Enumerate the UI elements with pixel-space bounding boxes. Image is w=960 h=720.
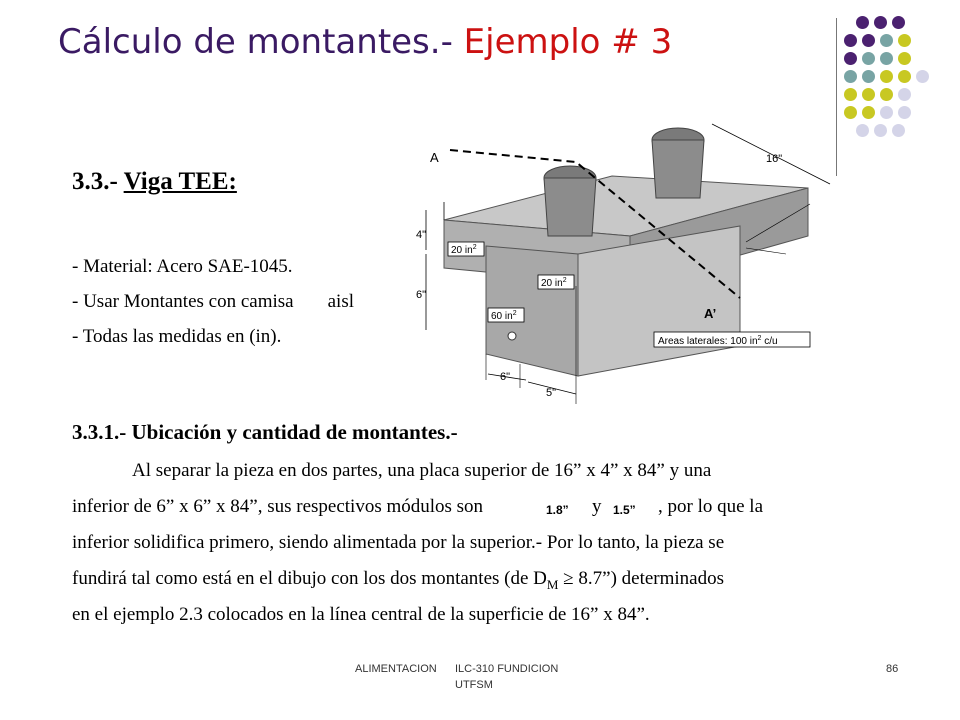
decor-dot	[880, 106, 893, 119]
decor-dot	[898, 34, 911, 47]
dim-5: 5"	[546, 387, 557, 399]
decor-dot	[862, 52, 875, 65]
label-a: A	[430, 150, 439, 165]
decor-dot	[892, 124, 905, 137]
area-20-right: 20 $in^2$	[541, 277, 567, 289]
decor-dot	[898, 70, 911, 83]
bullet-material: - Material: Acero SAE-1045.	[72, 256, 293, 277]
section-heading	[72, 168, 237, 196]
paragraph-line-2-conjunction: y	[592, 496, 602, 517]
decor-dot-grid	[838, 12, 958, 157]
title-main: Cálculo de montantes.-	[58, 22, 453, 62]
decor-dot	[844, 106, 857, 119]
bullet-montantes	[72, 291, 354, 313]
decor-dot	[880, 88, 893, 101]
decor-dot	[892, 16, 905, 29]
page-number: 86	[886, 663, 899, 675]
decor-dot	[874, 16, 887, 29]
modulus-lower: 1.5”	[613, 503, 636, 517]
dim-6-vert: 6"	[416, 289, 427, 301]
decor-dot	[844, 88, 857, 101]
decor-dot	[862, 70, 875, 83]
paragraph-line-2-end: , por lo que la	[658, 496, 764, 517]
decor-dot	[844, 70, 857, 83]
dim-16: 16"	[766, 153, 783, 165]
slide-title	[58, 22, 672, 62]
decor-dot	[880, 52, 893, 65]
label-a-prime: A’	[704, 306, 717, 321]
modulus-upper: 1.8”	[546, 503, 569, 517]
decor-dot	[862, 88, 875, 101]
riser-2-body	[652, 140, 704, 198]
decor-dot	[898, 88, 911, 101]
decor-dot	[880, 70, 893, 83]
paragraph-line-4-start: fundirá tal como está en el dibujo con los dos montantes (de D	[72, 568, 547, 589]
title-example: Ejemplo # 3	[463, 22, 673, 62]
paragraph-line-4-sub: M	[546, 576, 559, 592]
paragraph-line-4	[72, 568, 724, 593]
area-20-left: 20 $in^2$	[451, 244, 477, 256]
decor-dot	[856, 16, 869, 29]
bullet-montantes-tail: aisl	[327, 291, 354, 312]
decor-dot	[856, 124, 869, 137]
decor-dot	[844, 52, 857, 65]
footer-school: UTFSM	[455, 679, 493, 691]
areas-laterales: Areas laterales: 100 $in^2$ c/u	[658, 335, 778, 347]
dim-4: 4"	[416, 229, 427, 241]
section-number: 3.3.-	[72, 168, 118, 195]
paragraph-line-2-start: inferior de 6” x 6” x 84”, sus respectivos módulos son	[72, 496, 484, 517]
decor-dot	[844, 34, 857, 47]
decor-dot	[874, 124, 887, 137]
decor-dot	[898, 52, 911, 65]
paragraph-line-1: Al separar la pieza en dos partes, una placa superior de 16” x 4” x 84” y una	[132, 460, 712, 481]
decor-dot	[880, 34, 893, 47]
paragraph-line-3: inferior solidifica primero, siendo alimentada por la superior.- Por lo tanto, la pieza se	[72, 532, 725, 553]
decor-dot	[898, 106, 911, 119]
paragraph-line-2	[72, 496, 483, 518]
tee-beam-drawing	[400, 118, 840, 408]
riser-1-body	[544, 178, 596, 236]
section-name: Viga TEE:	[123, 168, 237, 195]
footer-left: ALIMENTACION	[355, 663, 437, 675]
subsection-heading: 3.3.1.- Ubicación y cantidad de montantes.-	[72, 420, 458, 444]
paragraph-line-5: en el ejemplo 2.3 colocados en la línea central de la superficie de 16” x 84”.	[72, 604, 650, 625]
area-60: 60 $in^2$	[491, 310, 517, 322]
bullet-units: - Todas las medidas en (in).	[72, 326, 282, 347]
decor-dot	[916, 70, 929, 83]
footer-course: ILC-310 FUNDICION	[455, 663, 559, 675]
paragraph-line-4-end: ≥ 8.7”) determinados	[558, 568, 724, 589]
decor-dot	[862, 106, 875, 119]
decor-dot	[862, 34, 875, 47]
bullet-montantes-text: - Usar Montantes con camisa	[72, 291, 294, 312]
dim-6-bottom: 6"	[500, 371, 511, 383]
